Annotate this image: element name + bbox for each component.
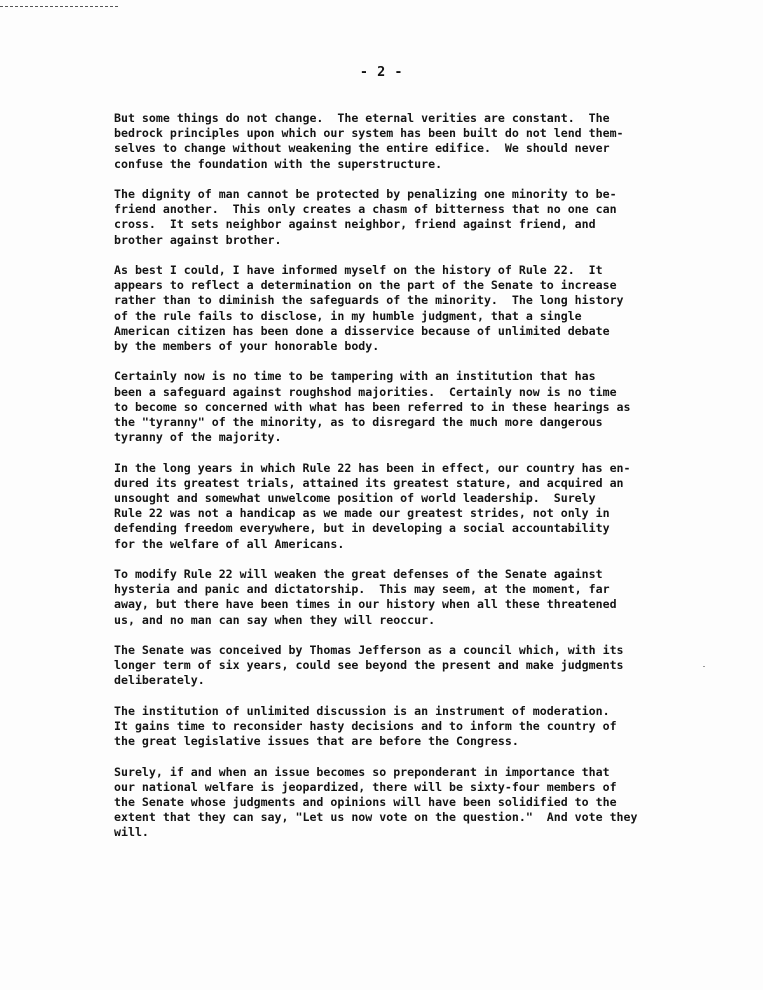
margin-speck (703, 666, 705, 667)
paragraph-foundation: But some things do not change. The eternal verities are constant. The bedrock principles upon which our system has been built do not lend them- selves to change without weakening the entire edifice. We should never confuse the foundation with the superstructure. (114, 111, 624, 171)
letter-body (114, 111, 704, 856)
paragraph-history-of-rule-22: As best I could, I have informed myself on the history of Rule 22. It appears to reflect a determination on the part of the Senate to increase rather than to diminish the safeguards of the minority. The long history of the rule fails to disclose, in my humble judgment, that a single American citizen has been done a disservice because of unlimited debate by the members of your honorable body. (114, 263, 624, 354)
top-edge-dashed-rule (0, 6, 118, 7)
paragraph-jefferson-council: The Senate was conceived by Thomas Jefferson as a council which, with its longer term of six years, could see beyond the present and make judgments deliberately. (114, 643, 624, 688)
paragraph-dignity-of-man: The dignity of man cannot be protected by penalizing one minority to be- friend another. This only creates a chasm of bitterness that no one can cross. It sets neighbor against neighbor, friend against friend, and brother against brother. (114, 187, 617, 247)
paragraph-vote-on-question: Surely, if and when an issue becomes so preponderant in importance that our national welfare is jeopardized, there will be sixty-four members of the Senate whose judgments and opinions will have been solidified to the extent that they can say, "Let us now vote on the question." And vote they will. (114, 764, 638, 840)
paragraph-unlimited-discussion: The institution of unlimited discussion is an instrument of moderation. It gains time to reconsider hasty decisions and to inform the country of the great legislative issues that are before the Congress. (114, 703, 617, 749)
paragraph-greatest-trials: In the long years in which Rule 22 has been in effect, our country has en- dured its greatest trials, attained its greatest stature, and acquired an unsought and somewhat unwelcome position of world leadership. Surely Rule 22 was not a handicap as we made our greatest strides, not only in defending freedom everywhere, but in developing a social accountability for the welfare of all Americans. (114, 460, 631, 551)
paragraph-tyranny-of-majority: Certainly now is no time to be tampering with an institution that has been a safeguard against roughshod majorities. Certainly now is no time to become so concerned with what has been referred to in these hearings as the "tyranny" of the minority, as to disregard the much more dangerous tyranny of the majority. (114, 369, 631, 445)
page-number: - 2 - (359, 64, 404, 80)
paragraph-great-defenses: To modify Rule 22 will weaken the great defenses of the Senate against hysteria and panic and dictatorship. This may seem, at the moment, far away, but there have been times in our history when all these threatened us, and no man can say when they will reoccur. (114, 567, 617, 627)
